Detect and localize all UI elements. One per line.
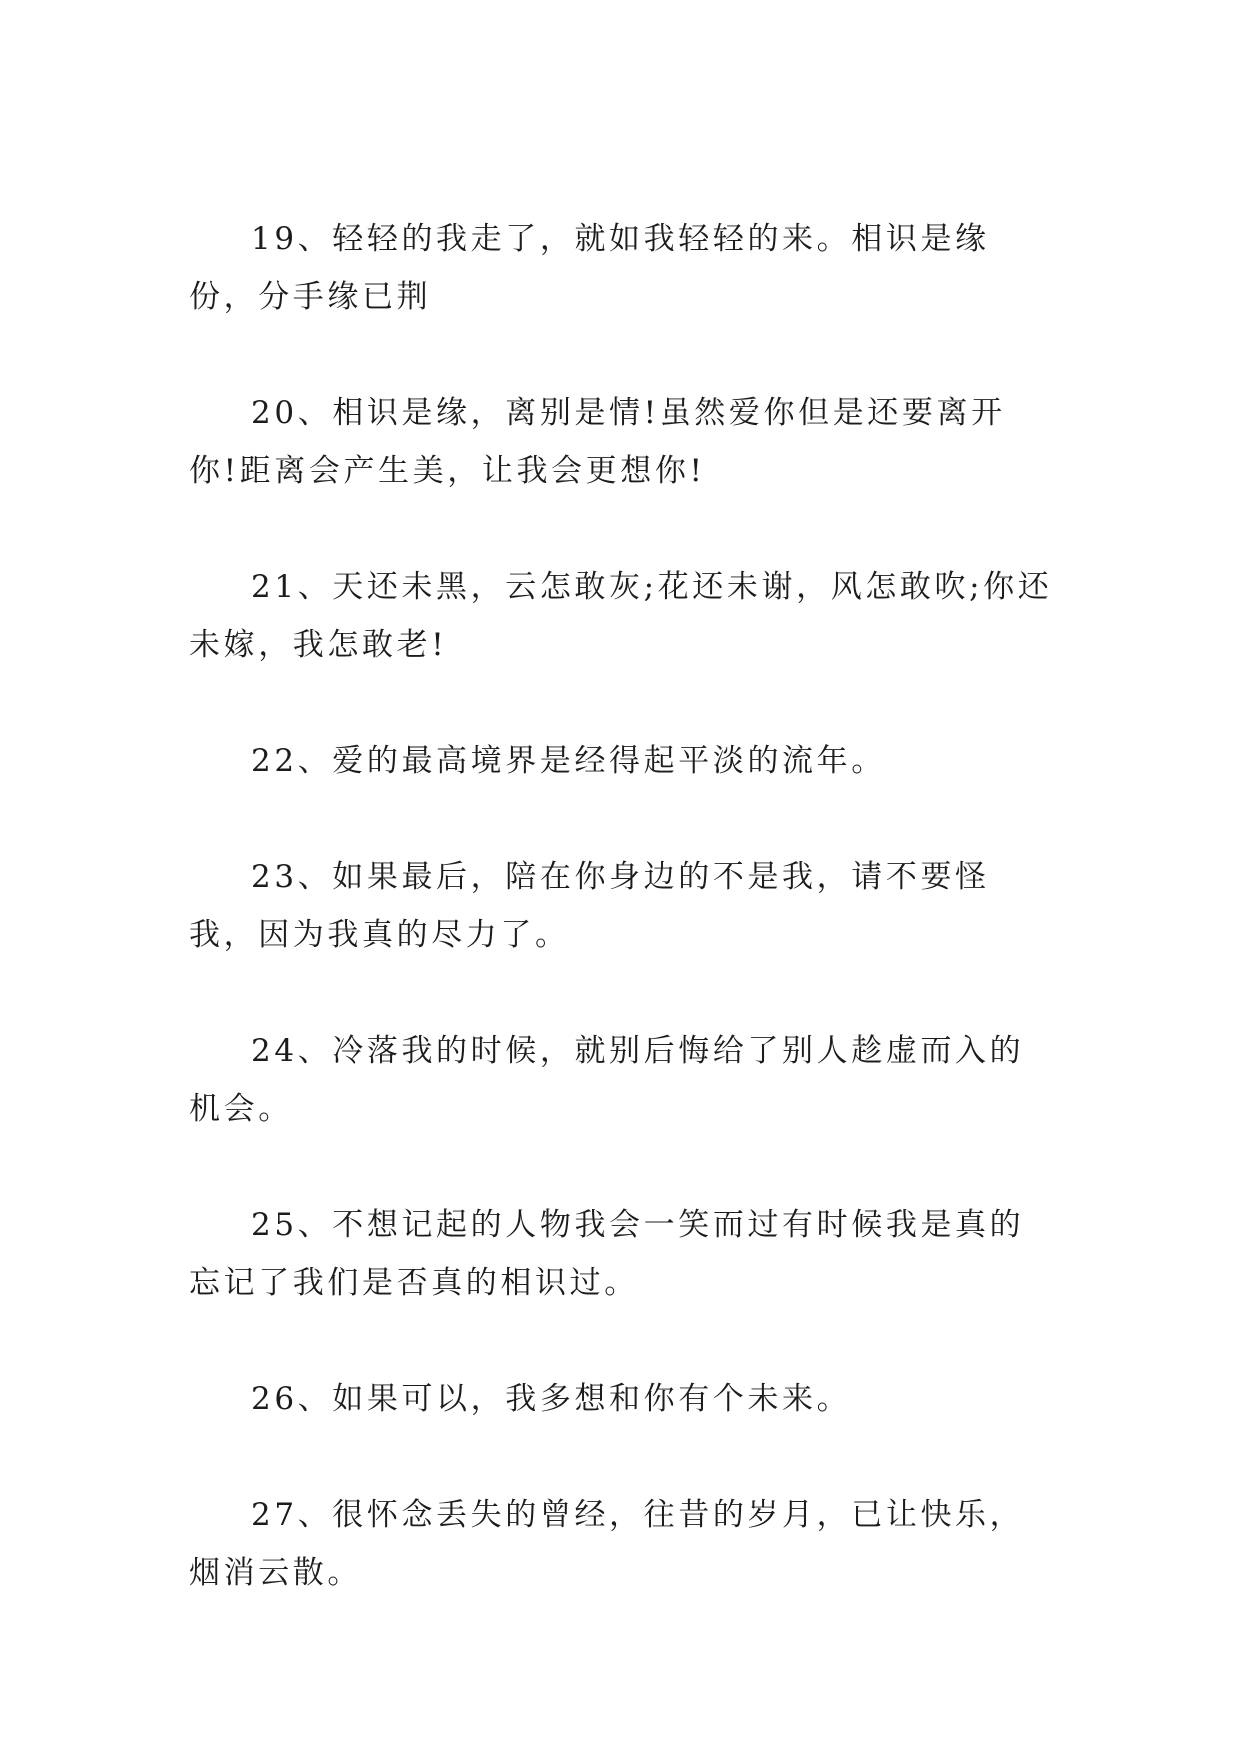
document-body xyxy=(189,210,1055,1602)
paragraph-20: 20、相识是缘，离别是情!虽然爱你但是还要离开你!距离会产生美，让我会更想你! xyxy=(189,395,1006,489)
paragraph-26: 26、如果可以，我多想和你有个未来。 xyxy=(251,1381,852,1417)
paragraph-24: 24、冷落我的时候，就别后悔给了别人趁虚而入的机会。 xyxy=(189,1033,1025,1127)
paragraph-23: 23、如果最后，陪在你身边的不是我，请不要怪我，因为我真的尽力了。 xyxy=(189,859,990,953)
paragraph-27: 27、很怀念丢失的曾经，往昔的岁月，已让快乐，烟消云散。 xyxy=(189,1497,1025,1591)
paragraph-21: 21、天还未黑，云怎敢灰;花还未谢，风怎敢吹;你还未嫁，我怎敢老! xyxy=(189,569,1053,663)
paragraph-22: 22、爱的最高境界是经得起平淡的流年。 xyxy=(251,743,886,779)
paragraph-19: 19、轻轻的我走了，就如我轻轻的来。相识是缘份，分手缘已荆 xyxy=(189,221,990,315)
paragraph-25: 25、不想记起的人物我会一笑而过有时候我是真的忘记了我们是否真的相识过。 xyxy=(189,1207,1025,1301)
